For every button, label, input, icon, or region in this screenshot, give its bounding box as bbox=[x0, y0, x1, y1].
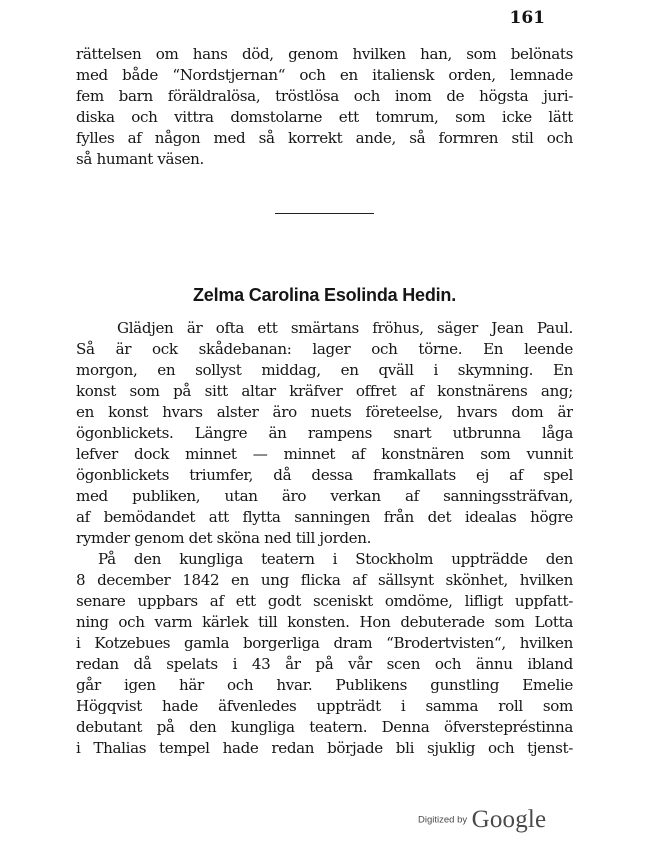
text-line: ögonblickets triumfer, då dessa framkallats ej af spel bbox=[76, 466, 573, 484]
text-line: Högqvist hade äfvenledes uppträdt i samma roll som bbox=[76, 697, 573, 715]
text-line: senare uppbars af ett godt sceniskt omdöme, lifligt uppfatt- bbox=[76, 592, 573, 610]
text-line: På den kungliga teatern i Stockholm uppträdde den bbox=[98, 550, 573, 568]
text-line: i Thalias tempel hade redan började bli sjuklig och tjenst- bbox=[76, 739, 573, 757]
text-line: fem barn föräldralösa, tröstlösa och inom de högsta juri- bbox=[76, 87, 573, 105]
text-line: en konst hvars alster äro nuets företeelse, hvars dom är bbox=[76, 403, 573, 421]
text-line: Glädjen är ofta ett smärtans fröhus, säger Jean Paul. bbox=[117, 319, 573, 337]
text-line: lefver dock minnet — minnet af konstnären som vunnit bbox=[76, 445, 573, 463]
text-line: så humant väsen. bbox=[76, 150, 205, 168]
text-line: ögonblickets. Längre än rampens snart utbrunna låga bbox=[76, 424, 573, 442]
digitization-watermark bbox=[418, 806, 546, 834]
intro-paragraph bbox=[76, 44, 573, 170]
section-title: Zelma Carolina Esolinda Hedin. bbox=[192, 285, 457, 305]
text-line: går igen här och hvar. Publikens gunstling Emelie bbox=[76, 676, 573, 694]
text-line: med publiken, utan äro verkan af sanningssträfvan, bbox=[76, 487, 573, 505]
text-line: diska och vittra domstolarne ett tomrum, som icke lätt bbox=[76, 108, 573, 126]
digitized-by-label: Digitized by bbox=[418, 814, 468, 826]
text-line: fylles af någon med så korrekt ande, så formren stil och bbox=[76, 129, 573, 147]
text-line: morgon, en sollyst middag, en qväll i skymning. En bbox=[76, 361, 573, 379]
section-divider bbox=[275, 213, 374, 214]
text-line: i Kotzebues gamla borgerliga dram “Brodertvisten“, hvilken bbox=[76, 634, 573, 652]
text-line: debutant på den kungliga teatern. Denna öfverstepréstinna bbox=[76, 718, 573, 736]
text-line: af bemödandet att flytta sanningen från det idealas högre bbox=[76, 508, 573, 526]
body-text bbox=[76, 318, 573, 759]
text-line: redan då spelats i 43 år på vår scen och ännu ibland bbox=[76, 655, 573, 673]
text-line: ning och varm kärlek till konsten. Hon debuterade som Lotta bbox=[76, 613, 573, 631]
google-logo: Google bbox=[471, 806, 547, 833]
text-line: 8 december 1842 en ung flicka af sällsynt skönhet, hvilken bbox=[76, 571, 573, 589]
text-line: rättelsen om hans död, genom hvilken han, som belönats bbox=[76, 45, 573, 63]
text-line: konst som på sitt altar kräfver offret af konstnärens ang; bbox=[76, 382, 573, 400]
text-line: rymder genom det sköna ned till jorden. bbox=[76, 529, 372, 547]
text-line: med både “Nordstjernan“ och en italiensk orden, lemnade bbox=[76, 66, 573, 84]
page-number: 161 bbox=[509, 8, 545, 28]
text-line: Så är ock skådebanan: lager och törne. En leende bbox=[76, 340, 573, 358]
